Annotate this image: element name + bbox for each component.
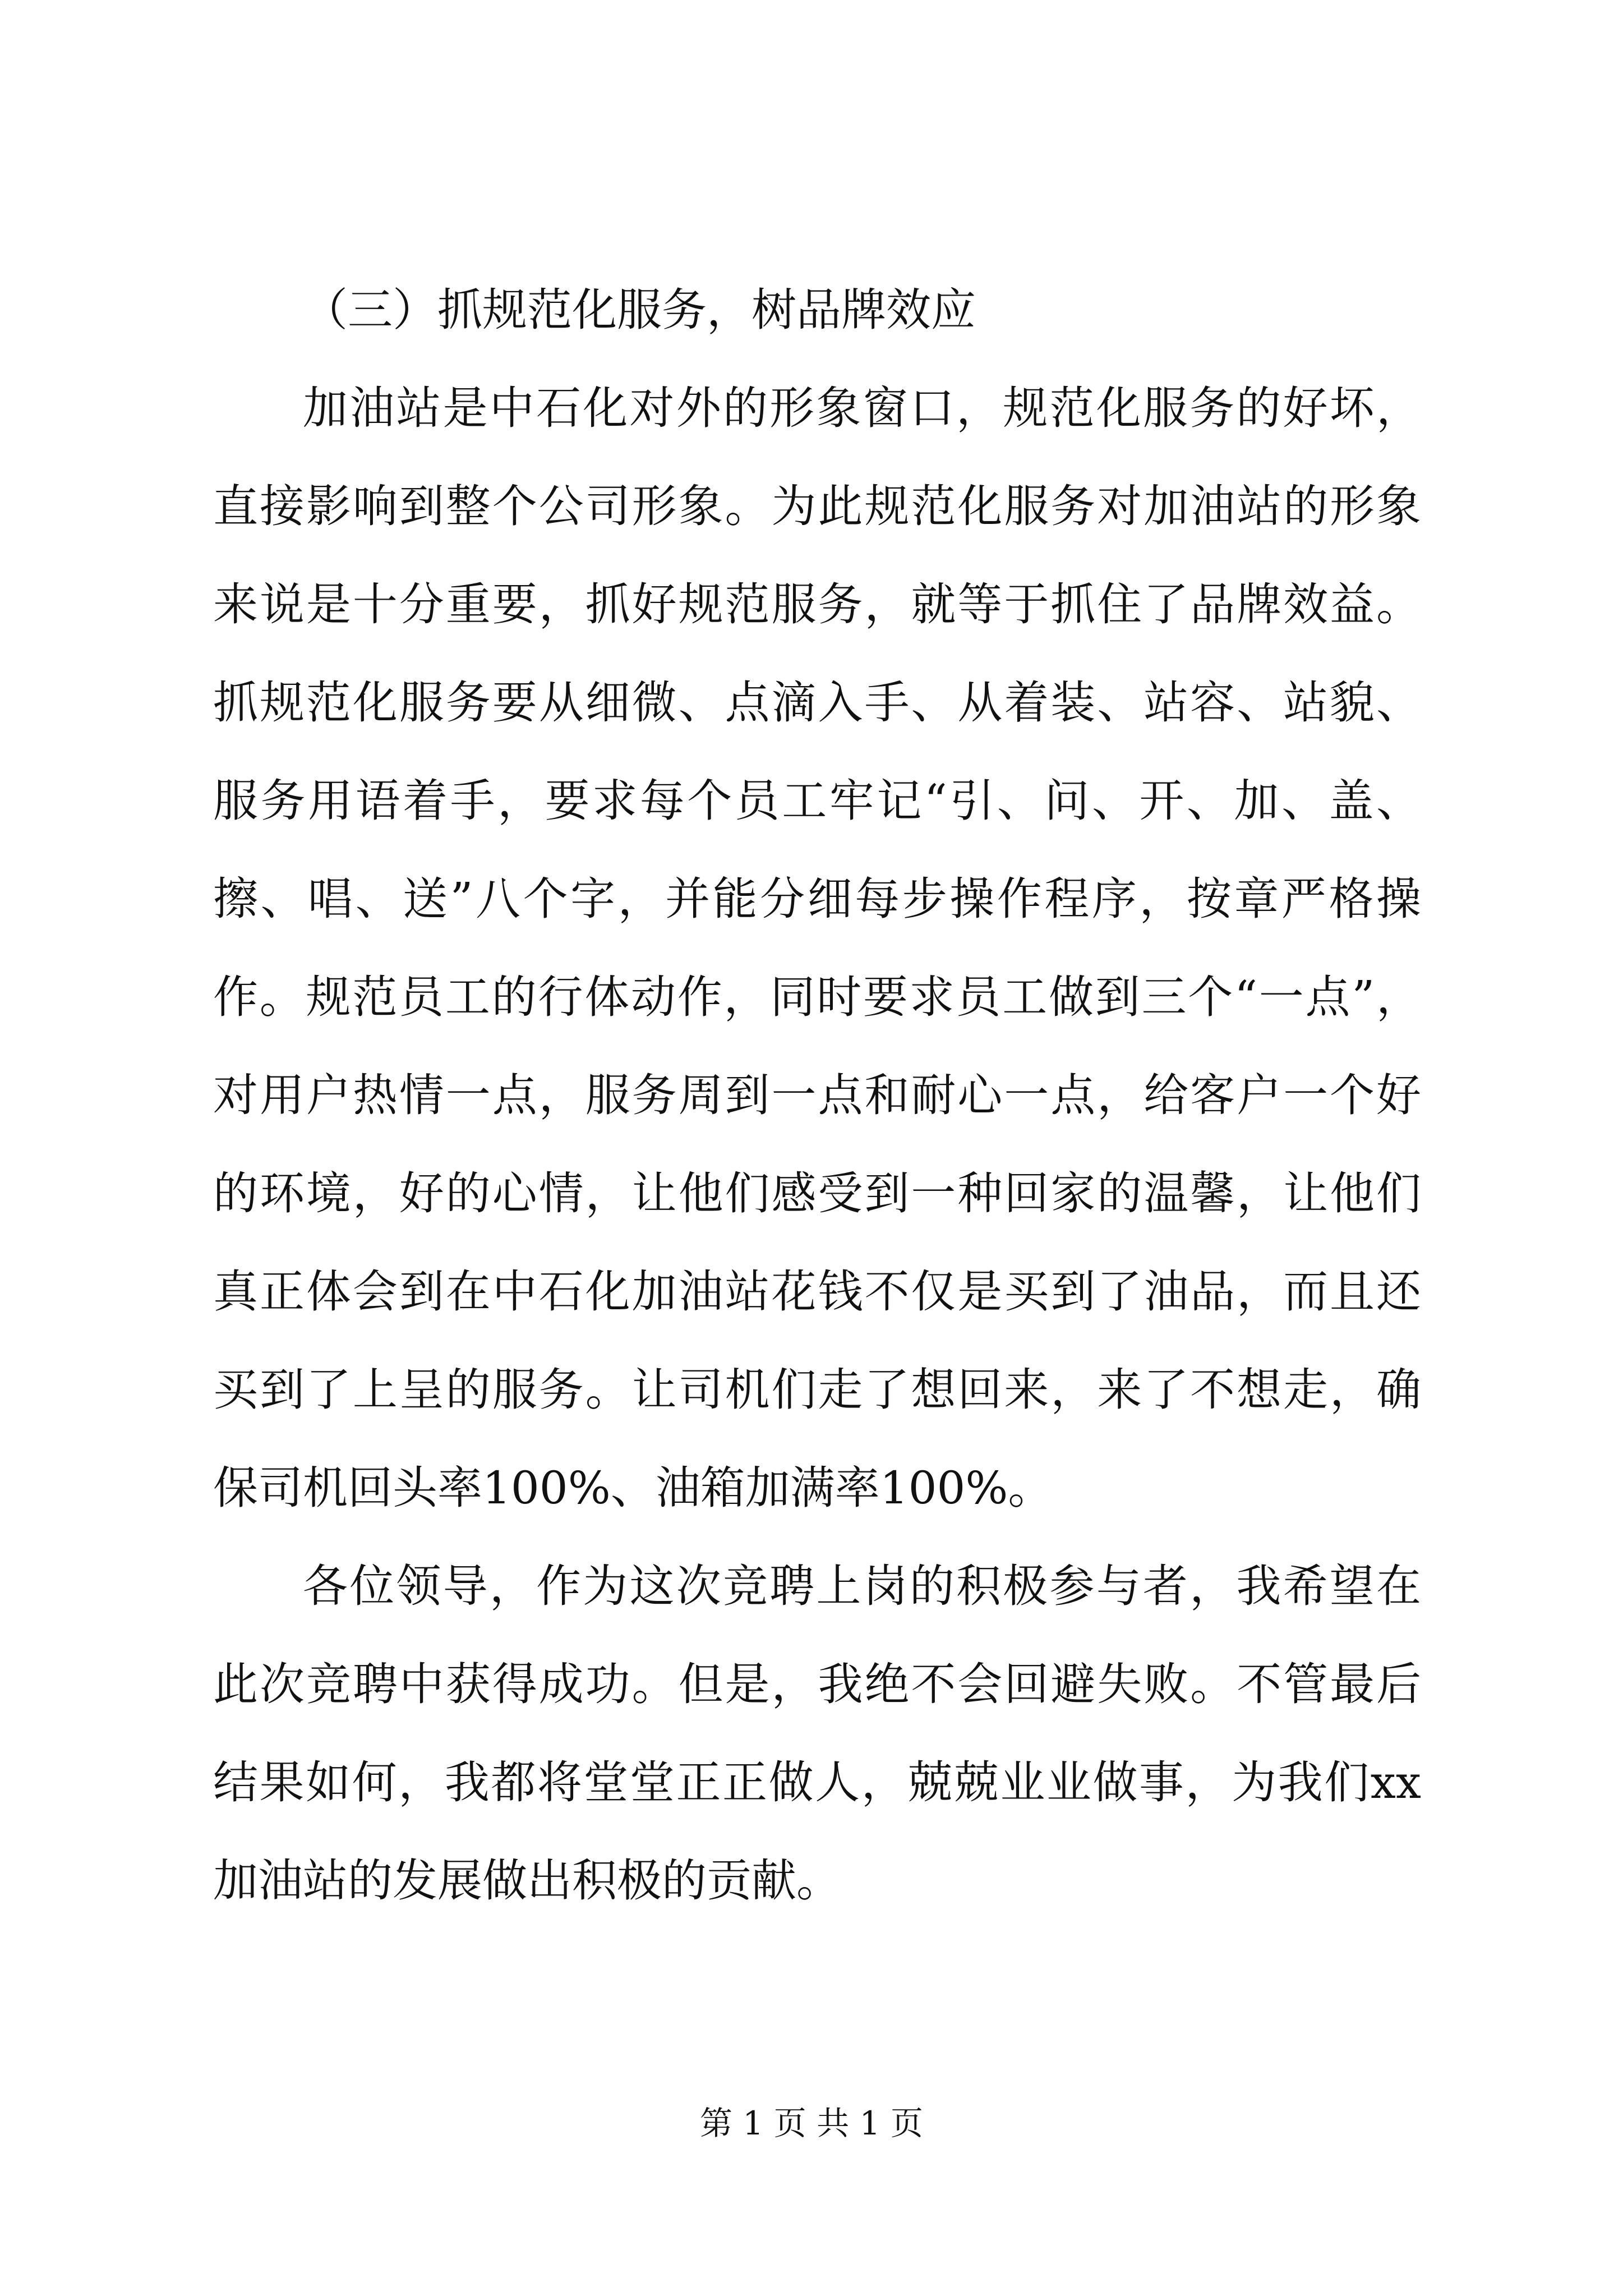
page-number-footer: 第 1 页 共 1 页 [700, 2104, 923, 2142]
document-body [213, 261, 1421, 1930]
paragraph-service-standards: 加油站是中石化对外的形象窗口，规范化服务的好坏，直接影响到整个公司形象。为此规范化服务对加油站的形象来说是十分重要，抓好规范服务，就等于抓住了品牌效益。抓规范化服务要从细微、点滴入手、从着装、站容、站貌、服务用语着手，要求每个员工牢记“引、问、开、加、盖、擦、唱、送”八个字，并能分细每步操作程序，按章严格操作。规范员工的行体动作，同时要求员工做到三个“一点”，对用户热情一点，服务周到一点和耐心一点，给客户一个好的环境，好的心情，让他们感受到一种回家的温馨，让他们真正体会到在中石化加油站花钱不仅是买到了油品，而且还买到了上呈的服务。让司机们走了想回来，来了不想走，确保司机回头率100%、油箱加满率100%。 [213, 382, 1421, 1514]
section-heading: （三）抓规范化服务，树品牌效应 [303, 284, 976, 336]
paragraph-closing-remarks: 各位领导，作为这次竞聘上岗的积极参与者，我希望在此次竞聘中获得成功。但是，我绝不会回避失败。不管最后结果如何，我都将堂堂正正做人，兢兢业业做事，为我们xx加油站的发展做出积极的贡献。 [213, 1560, 1421, 1907]
